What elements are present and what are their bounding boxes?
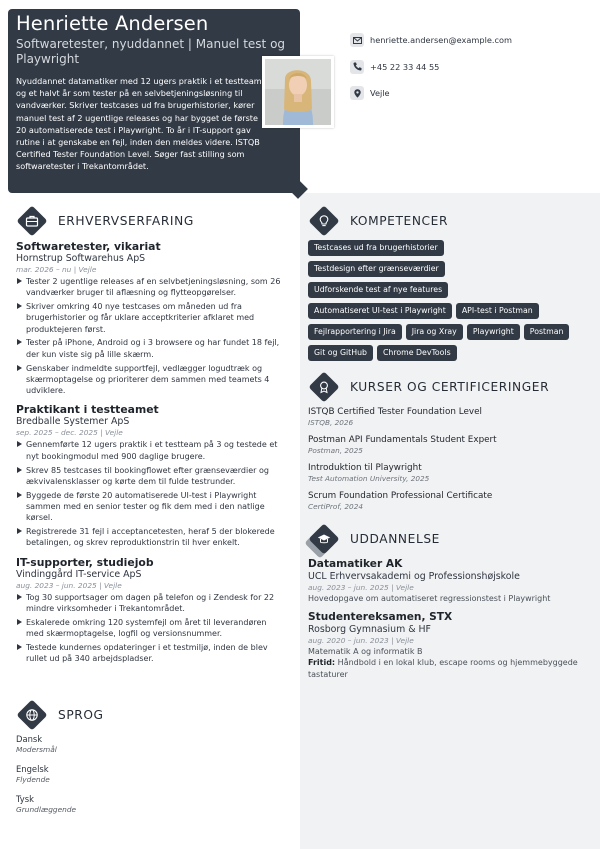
degree-title: Studentereksamen, STX (308, 610, 453, 623)
job-entry (16, 556, 286, 665)
contact-phone[interactable] (350, 59, 512, 75)
location-text: Vejle (370, 88, 390, 98)
skill-tag: Fejlrapportering i Jira (308, 324, 402, 340)
skill-tag: Testcases ud fra brugerhistorier (308, 240, 444, 256)
bullet: Skriver omkring 40 nye testcases om måneden ud fra brugerhistorier og får uklare acceptkriterier afklaret med produktejeren først. (16, 301, 286, 335)
bullet: Tester på iPhone, Android og i 3 browsere og har fundet 18 fejl, der kun viste sig på lille skærm. (16, 337, 286, 360)
skill-tag: Jira og Xray (406, 324, 463, 340)
course-item (308, 490, 588, 512)
language-item (16, 793, 286, 815)
job-meta: sep. 2025 – dec. 2025 | Vejle (16, 428, 123, 438)
courses-heading (306, 369, 549, 405)
header-card (8, 9, 300, 193)
language-level: Grundlæggende (16, 805, 77, 814)
briefcase-icon (25, 214, 39, 228)
education-meta: aug. 2020 – jun. 2023 | Vejle (308, 635, 414, 645)
languages-heading (14, 697, 104, 733)
candidate-name: Henriette Andersen (16, 12, 209, 35)
school-name: Rosborg Gymnasium & HF (308, 623, 431, 635)
skill-tag: Postman (524, 324, 570, 340)
job-company: Bredballe Systemer ApS (16, 416, 130, 428)
language-name: Tysk (16, 794, 34, 804)
language-item (16, 733, 286, 755)
job-title: Softwaretester, vikariat (16, 240, 161, 253)
bullet: Skrev 85 testcases til bookingflowet efter grænseværdier og ækvivalensklasser og kørte dem til fulde testrunder. (16, 465, 286, 488)
education-heading (306, 521, 440, 557)
languages-list (16, 733, 286, 823)
course-item (308, 434, 588, 456)
section-title: KOMPETENCER (350, 214, 449, 228)
job-entry (16, 240, 286, 396)
bullet: Genskaber indmeldte supportfejl, vedlægger logudtræk og skærmoptagelse og prioriterer dem sammen med teamets 4 udviklere. (16, 363, 286, 397)
course-issuer: Postman, 2025 (308, 446, 363, 455)
skill-tag: Playwright (467, 324, 520, 340)
language-level: Flydende (16, 775, 50, 784)
job-meta: aug. 2023 – jun. 2025 | Vejle (16, 580, 122, 590)
bullet: Eskalerede omkring 120 systemfejl om året til leverandøren med skærmoptagelse, logfil og versionsnummer. (16, 617, 286, 640)
job-company: Vindinggård IT-service ApS (16, 568, 142, 580)
skills-tags (308, 240, 588, 361)
education-item (308, 558, 588, 605)
globe-icon (25, 708, 39, 722)
education-description: Matematik A og informatik B (308, 646, 423, 656)
course-title: Postman API Fundamentals Student Expert (308, 435, 497, 445)
course-issuer: ISTQB, 2026 (308, 418, 354, 427)
section-title: UDDANNELSE (350, 532, 440, 546)
job-meta: mar. 2026 – nu | Vejle (16, 265, 97, 274)
email-text: henriette.andersen@example.com (370, 35, 512, 45)
education-list (308, 558, 588, 686)
job-company: Hornstrup Softwarehus ApS (16, 253, 146, 264)
experience-heading (14, 203, 194, 239)
skill-tag: Chrome DevTools (377, 345, 457, 361)
contact-info (350, 32, 512, 112)
leisure-text: Håndbold i en lokal klub, escape rooms og hjemmebyggede tastaturer (308, 658, 578, 679)
lightbulb-icon (317, 214, 331, 228)
course-issuer: CertiProf, 2024 (308, 502, 363, 511)
section-title: ERHVERVSERFARING (58, 214, 194, 228)
skill-tag: API-test i Postman (456, 303, 539, 319)
contact-email[interactable] (350, 32, 512, 48)
education-meta: aug. 2023 – jun. 2025 | Vejle (308, 583, 414, 592)
profile-summary: Nyuddannet datamatiker med 12 ugers praktik i et testteam og et halvt år som tester på en selvbetjeningsløsning til vandværker. Skriver testcases ud fra brugerhistorier, kører manuel test af 2 ugentlige releases og har bygget de første 20 automatiserede test i Playwright. To år i IT-support gav rutine i at genskabe en fejl, inden den meldes videre. ISTQB Certified Tester Foundation Level. Søger fast stilling som softwaretester i Trekantområdet. (16, 76, 262, 172)
language-name: Dansk (16, 734, 43, 744)
bullet: Registrerede 31 fejl i acceptancetesten, heraf 5 der blokerede betalingen, og skrev reproduktionstrin til hver enkelt. (16, 526, 286, 549)
job-entry (16, 403, 286, 548)
degree-title: Datamatiker AK (308, 558, 403, 570)
education-item (308, 611, 588, 681)
course-title: ISTQB Certified Tester Foundation Level (308, 407, 482, 417)
location-icon (350, 86, 364, 100)
course-title: Scrum Foundation Professional Certificate (308, 491, 493, 501)
certificate-icon (317, 380, 331, 394)
phone-text: +45 22 33 44 55 (370, 61, 440, 72)
education-description: Hovedopgave om automatiseret regressionstest i Playwright (308, 594, 551, 603)
phone-icon (350, 60, 364, 74)
email-icon (350, 33, 364, 47)
candidate-role: Softwaretester, nyuddannet | Manuel test og Playwright (16, 37, 286, 66)
skill-tag: Git og GitHub (308, 345, 373, 361)
skill-tag: Udforskende test af nye features (308, 282, 448, 298)
job-title: Praktikant i testteamet (16, 403, 159, 417)
language-name: Engelsk (16, 764, 49, 774)
section-title: SPROG (58, 708, 104, 722)
courses-list (308, 406, 588, 518)
graduation-cap-icon (317, 532, 331, 546)
contact-location (350, 85, 512, 101)
job-bullets (16, 592, 286, 665)
section-title: KURSER OG CERTIFICERINGER (350, 380, 550, 394)
course-title: Introduktion til Playwright (308, 463, 422, 473)
skill-tag: Testdesign efter grænseværdier (308, 261, 445, 277)
language-item (16, 763, 286, 785)
experience-list (16, 240, 286, 671)
bullet: Gennemførte 12 ugers praktik i et testteam på 3 og testede et nyt bookingmodul med 900 daglige brugere. (16, 439, 286, 462)
job-bullets (16, 276, 286, 396)
leisure-label: Fritid: (308, 658, 336, 667)
profile-photo (262, 56, 334, 128)
job-title: IT-supporter, studiejob (16, 555, 154, 569)
bullet: Byggede de første 20 automatiserede UI-test i Playwright sammen med en senior tester og fik dem med i den natlige kørsel. (16, 490, 286, 524)
job-bullets (16, 439, 286, 548)
bullet: Tester 2 ugentlige releases af en selvbetjeningsløsning, som 26 vandværker bruger til aflæsning og flytteopgørelser. (16, 276, 286, 299)
bullet: Testede kundernes opdateringer i et testmiljø, inden de blev rullet ud på 340 arbejdspladser. (16, 642, 286, 665)
course-item (308, 462, 588, 484)
bullet: Tog 30 supportsager om dagen på telefon og i Zendesk for 22 mindre virksomheder i Trekantområdet. (16, 592, 286, 615)
school-name: UCL Erhvervsakademi og Professionshøjskole (308, 571, 520, 582)
skill-tag: Automatiseret UI-test i Playwright (308, 303, 452, 319)
skills-heading (306, 203, 448, 239)
course-item (308, 406, 588, 428)
language-level: Modersmål (16, 745, 57, 754)
course-issuer: Test Automation University, 2025 (308, 474, 430, 483)
leisure-line (308, 657, 588, 680)
